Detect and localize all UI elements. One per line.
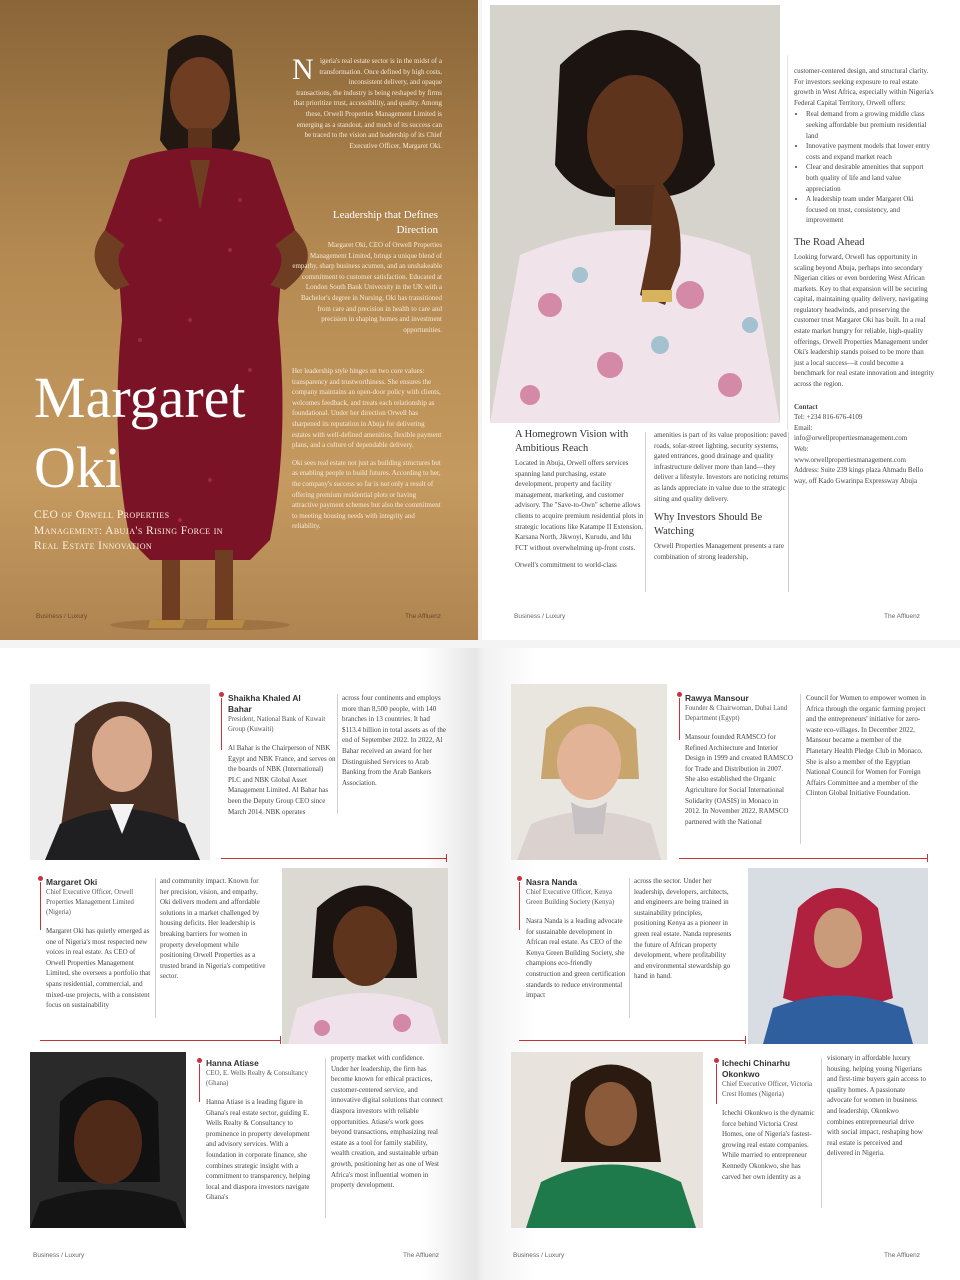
profile-photo-al-bahar [30, 684, 210, 860]
profile-photo-nanda [748, 868, 928, 1044]
profile-photo-mansour [511, 684, 667, 860]
profile-photo-oki [282, 868, 448, 1044]
cover-title-line-1: Margaret [34, 365, 246, 430]
list-item: • Innovative payment models that lower entry costs and expand market reach [806, 141, 934, 162]
cover-title-line-2: Oki [34, 435, 121, 500]
contact-phone: Tel: +234 816-676-4109 [794, 413, 863, 422]
list-item: • Clear and desirable amenities that support both quality of life and land value appreciation [806, 162, 934, 194]
footer-magazine: The Affluenz [403, 1252, 440, 1259]
accent-dot [677, 692, 682, 697]
accent-line [679, 698, 680, 740]
profile-bio: Hanna Atiase is a leading figure in Ghana's real estate sector, guiding E. Wells Realty & Consultancy to prominence in property development and advisory services. With a foundation in corporate finance, she combines strategic insight with a commitment to transparency, helping local and diaspora investors navigate Ghana's [206, 1098, 311, 1202]
profile-card-oki [46, 877, 154, 1018]
footer-magazine: The Affluenz [884, 613, 921, 620]
column-divider [788, 432, 789, 592]
accent-line [221, 698, 222, 750]
accent-dot [38, 876, 43, 881]
footer-magazine: The Affluenz [884, 1252, 921, 1259]
cover-page [0, 0, 478, 640]
profile-name: Shaikha Khaled Al Bahar [228, 693, 301, 714]
profile-name: Nasra Nanda [526, 877, 578, 887]
profile-bio-continued: property market with confidence. Under her leadership, the firm has become known for ethical practices, customer-centered service, and innovative digital solutions that connect diaspora investors with reliable opportunities. Atiase's work goes beyond transactions, emphasizing real estate as a tool for family stability, wealth creation, and sustainable urban growth, positioning her as one of West Africa's most influential women in property development. [331, 1054, 443, 1190]
accent-dot [517, 876, 522, 881]
intro-text: Nigeria's real estate sector is in the midst of a transformation. Once defined by high costs, inconsistent delivery, and opaque transactions, the industry is being reshaped by firms that prioritize trust, accessibility, and quality. Among these, Orwell Properties Management Limited is emerging as a standout, and much of its success can be traced to the vision and leadership of its Chief Executive Officer, Margaret Oki. [292, 53, 442, 150]
column-divider [645, 432, 646, 592]
accent-dot [219, 692, 224, 697]
article-column-3 [794, 66, 934, 486]
profile-bio: Nasra Nanda is a leading advocate for sustainable development in African real estate. As CEO of the Kenya Green Building Society, she champions eco-friendly construction and green certification standards to reduce environmental impact [526, 917, 626, 1000]
column-divider [155, 878, 156, 1018]
contact-address: Address: Suite 239 kings plaza Ahmadu Bello way, off Kado Gwarinpa Expressway Abuja [794, 466, 924, 485]
cover-subtitle: CEO of Orwell Properties Management: Abuja's Rising Force in Real Estate Innovation [34, 509, 223, 553]
contact-web-link[interactable]: www.orwellpropertiesmanagement.com [794, 455, 906, 464]
accent-line [716, 1064, 717, 1104]
accent-rule [519, 1040, 745, 1041]
profile-bio-continued: across the sector. Under her leadership, developers, architects, and engineers are being trained in sustainability principles, positioning Kenya as a pioneer in green real estate. Nanda represents the future of African property development, where profitability and environmental stewardship go hand in hand. [634, 877, 732, 981]
column-divider [337, 694, 338, 814]
investors-paragraph: Orwell Properties Management presents a rare combination of strong leadership, [654, 542, 785, 561]
profile-bio: Margaret Oki has quietly emerged as one of Nigeria's most respected new voices in real estate. As CEO of Orwell Properties Management Limited, she oversees a portfolio that spans residential, commercial, and mixed-use projects, with a consistent focus on sustainability [46, 927, 151, 1010]
profile-role: Chief Executive Officer, Kenya Green Building Society (Kenya) [526, 889, 615, 906]
profiles-spread [0, 648, 960, 1280]
profile-bio: Ichechi Okonkwo is the dynamic force behind Victoria Crest Homes, one of Nigeria's fastest-growing real estate companies. While married to entrepreneur Kennedy Okonkwo, she has carved her own identity as a [722, 1109, 815, 1181]
accent-rule [679, 858, 927, 859]
road-ahead-heading: The Road Ahead [794, 236, 865, 248]
profile-bio: Mansour founded RAMSCO for Refined Architecture and Interior Design in 1999 and created RAMSCO for Trade and Distribution in 2007. She also established the Organic Agriculture for Social International Solidarity (OASIS) in Monaco in 2012. In November 2022, RAMSCO partnered with the National [685, 733, 793, 826]
road-ahead-paragraph: Looking forward, Orwell has opportunity in scaling beyond Abuja, perhaps into secondary Nigerian cities or even bordering West African markets. Key to that expansion will be securing capital, maintaining quality delivery, navigating regulatory headwinds, and preserving the customer trust Margaret Oki has built. In a real estate market hungry for reliable, high-quality offerings, Orwell Properties Management under Oki's leadership stands poised to be more than just a local success—it could become a benchmark for real estate innovation and integrity across the region. [794, 252, 934, 389]
accent-line [199, 1064, 200, 1102]
accent-dot [197, 1058, 202, 1063]
column-divider [821, 1058, 822, 1208]
column-divider [325, 1058, 326, 1218]
footer-section: Business / Luxury [513, 1252, 565, 1259]
footer-section: Business / Luxury [514, 613, 566, 620]
contact-email-label: Email: [794, 423, 813, 432]
profile-role: President, National Bank of Kuwait Group (Kuwaiti) [228, 716, 326, 733]
list-item: • A leadership team under Margaret Oki focused on trust, consistency, and improvement [806, 194, 934, 226]
column-divider [800, 694, 801, 844]
leadership-heading: Leadership that Defines Direction [332, 209, 438, 236]
profile-role: Founder & Chairwoman, Dubai Land Department (Egypt) [685, 705, 788, 722]
accent-line [519, 882, 520, 930]
profile-bio: Al Bahar is the Chairperson of NBK Egypt and NBK France, and serves on the boards of NBK (International) PLC and NBK Global Asset Management Limited. Al Bahar has been the Deputy Group CEO since March 2014. NBK operates [228, 744, 336, 816]
commitment-paragraph: Orwell's commitment to world-class [515, 561, 617, 570]
list-item: • Real demand from a growing middle class seeking affordable but premium residential land [806, 109, 934, 141]
profile-card-okonkwo [722, 1058, 818, 1189]
profile-name: Rawya Mansour [685, 693, 749, 703]
article-page [482, 0, 960, 640]
accent-rule [40, 1040, 280, 1041]
contact-label: Contact [794, 402, 818, 411]
leadership-paragraph-1: Margaret Oki, CEO of Orwell Properties Management Limited, brings a unique blend of empathy, sharp business acumen, and an unshakeable commitment to customer satisfaction. Educated at London South Bank University in the UK with a Bachelor's degree in Nursing, Oki has transitioned from care and precision in health to care and precision in shaping homes and investment opportunities. [292, 241, 442, 334]
offers-intro: customer-centered design, and structural clarity. For investors seeking exposure to real estate growth in West Africa, especially within Nigeria's Federal Capital Territory, Orwell offers: [794, 67, 934, 107]
investors-heading: Why Investors Should Be Watching [654, 512, 763, 538]
profile-photo-atiase [30, 1052, 186, 1228]
profile-bio-continued: and community impact. Known for her precision, vision, and empathy, Oki delivers modern and affordable solutions in a market challenged by housing deficits. Her leadership is breaking barriers for women in property development while positioning Orwell Properties as a trusted brand in Nigeria's competitive sector. [160, 877, 266, 981]
profile-bio-continued: Council for Women to empower women in Africa through the organic farming project and the entrepreneurs' initiative for zero-waste eco-villages. In December 2022, Mansour became a member of the Planetary Health Pledge Club in Monaco. She is also a member of the Egyptian National Council for Women for Foreign Affairs Committee and a member of the Clinton Global Initiative Foundation. [806, 694, 926, 798]
drop-cap: N [292, 53, 314, 86]
profile-photo-okonkwo [511, 1052, 703, 1228]
profile-card-al-bahar [228, 693, 336, 824]
homegrown-paragraph: Located in Abuja, Orwell offers services spanning land purchasing, estate development, property and facility management, marketing, and customer advisory. The "Save-to-Own" scheme allows clients to acquire premium residential plots in strategic locations like Katampe II Extension, Karsana North, Jikwoyi, Kurudu, and Idu FCT without overwhelming up-front costs. [515, 459, 644, 552]
accent-dot [714, 1058, 719, 1063]
profile-card-mansour [685, 693, 793, 834]
article-column-2 [654, 430, 788, 569]
leadership-body-2 [292, 366, 442, 539]
article-column-1 [515, 428, 645, 578]
profile-bio-continued: visionary in affordable luxury housing, helping young Nigerians and first-time buyers gain access to quality homes. A passionate advocate for women in business and leadership, Okonkwo combines entrepreneurial drive with social impact, reshaping how real estate is perceived and delivered in Nigeria. [827, 1054, 926, 1158]
column-divider [787, 55, 788, 430]
amenities-paragraph: amenities is part of its value proposition: paved roads, solar-street lighting, security systems, gated entrances, good drainage and quality infrastructure deliver more than land—they deliver a lifestyle. Investors are noticing returns as lands appreciate in value due to the strategic siting and quality delivery. [654, 431, 788, 503]
contact-web-label: Web: [794, 445, 809, 453]
contact-email-link[interactable]: info@orwellpropertiesmanagement.com [794, 434, 908, 443]
profile-role: Chief Executive Officer, Victoria Crest Homes (Nigeria) [722, 1081, 813, 1098]
offers-list [794, 109, 934, 226]
footer-section: Business / Luxury [36, 613, 88, 620]
homegrown-heading: A Homegrown Vision with Ambitious Reach [515, 429, 629, 454]
accent-line [40, 882, 41, 930]
profile-name: Ichechi Chinarhu Okonkwo [722, 1058, 790, 1079]
column-divider [629, 878, 630, 1018]
article-portrait-photo [490, 5, 780, 423]
footer-section: Business / Luxury [33, 1252, 85, 1259]
profile-name: Hanna Atiase [206, 1058, 259, 1068]
leadership-body [292, 240, 442, 342]
profile-bio-continued: across four continents and employs more than 8,500 people, with 140 branches in 13 countries. It had $113.4 billion in total assets as of the end of September 2022. In 2022, Al Bahar received an award for her Distinguished Services to Arab Banking from the Arab Bankers Association. [342, 694, 446, 787]
contact-block [794, 402, 934, 487]
profile-name: Margaret Oki [46, 877, 98, 887]
leadership-paragraph-3: Oki sees real estate not just as building structures but as enabling people to build futures. According to her, the company's success so far is not only a result of offering premium residential plots or having attractive payment schemes but also the commitment to meeting housing needs with integrity and reliability. [292, 458, 441, 531]
profile-role: Chief Executive Officer, Orwell Properties Management Limited (Nigeria) [46, 889, 134, 916]
footer-magazine: The Affluenz [405, 613, 442, 620]
profile-card-nanda [526, 877, 626, 1008]
profile-card-atiase [206, 1058, 320, 1210]
leadership-paragraph-2: Her leadership style hinges on two core values: transparency and trustworthiness. She ensures the company maintains an open-door policy with clients, welcomes feedback, and treats each relationship as foundational. Under her direction Orwell has sharpened its reputation in Abuja for delivering estates with well-defined amenities, flexible payment plans, and a culture of dependable delivery. [292, 367, 442, 450]
profile-role: CEO, E. Wells Realty & Consultancy (Ghana) [206, 1070, 308, 1087]
accent-rule [221, 858, 446, 859]
